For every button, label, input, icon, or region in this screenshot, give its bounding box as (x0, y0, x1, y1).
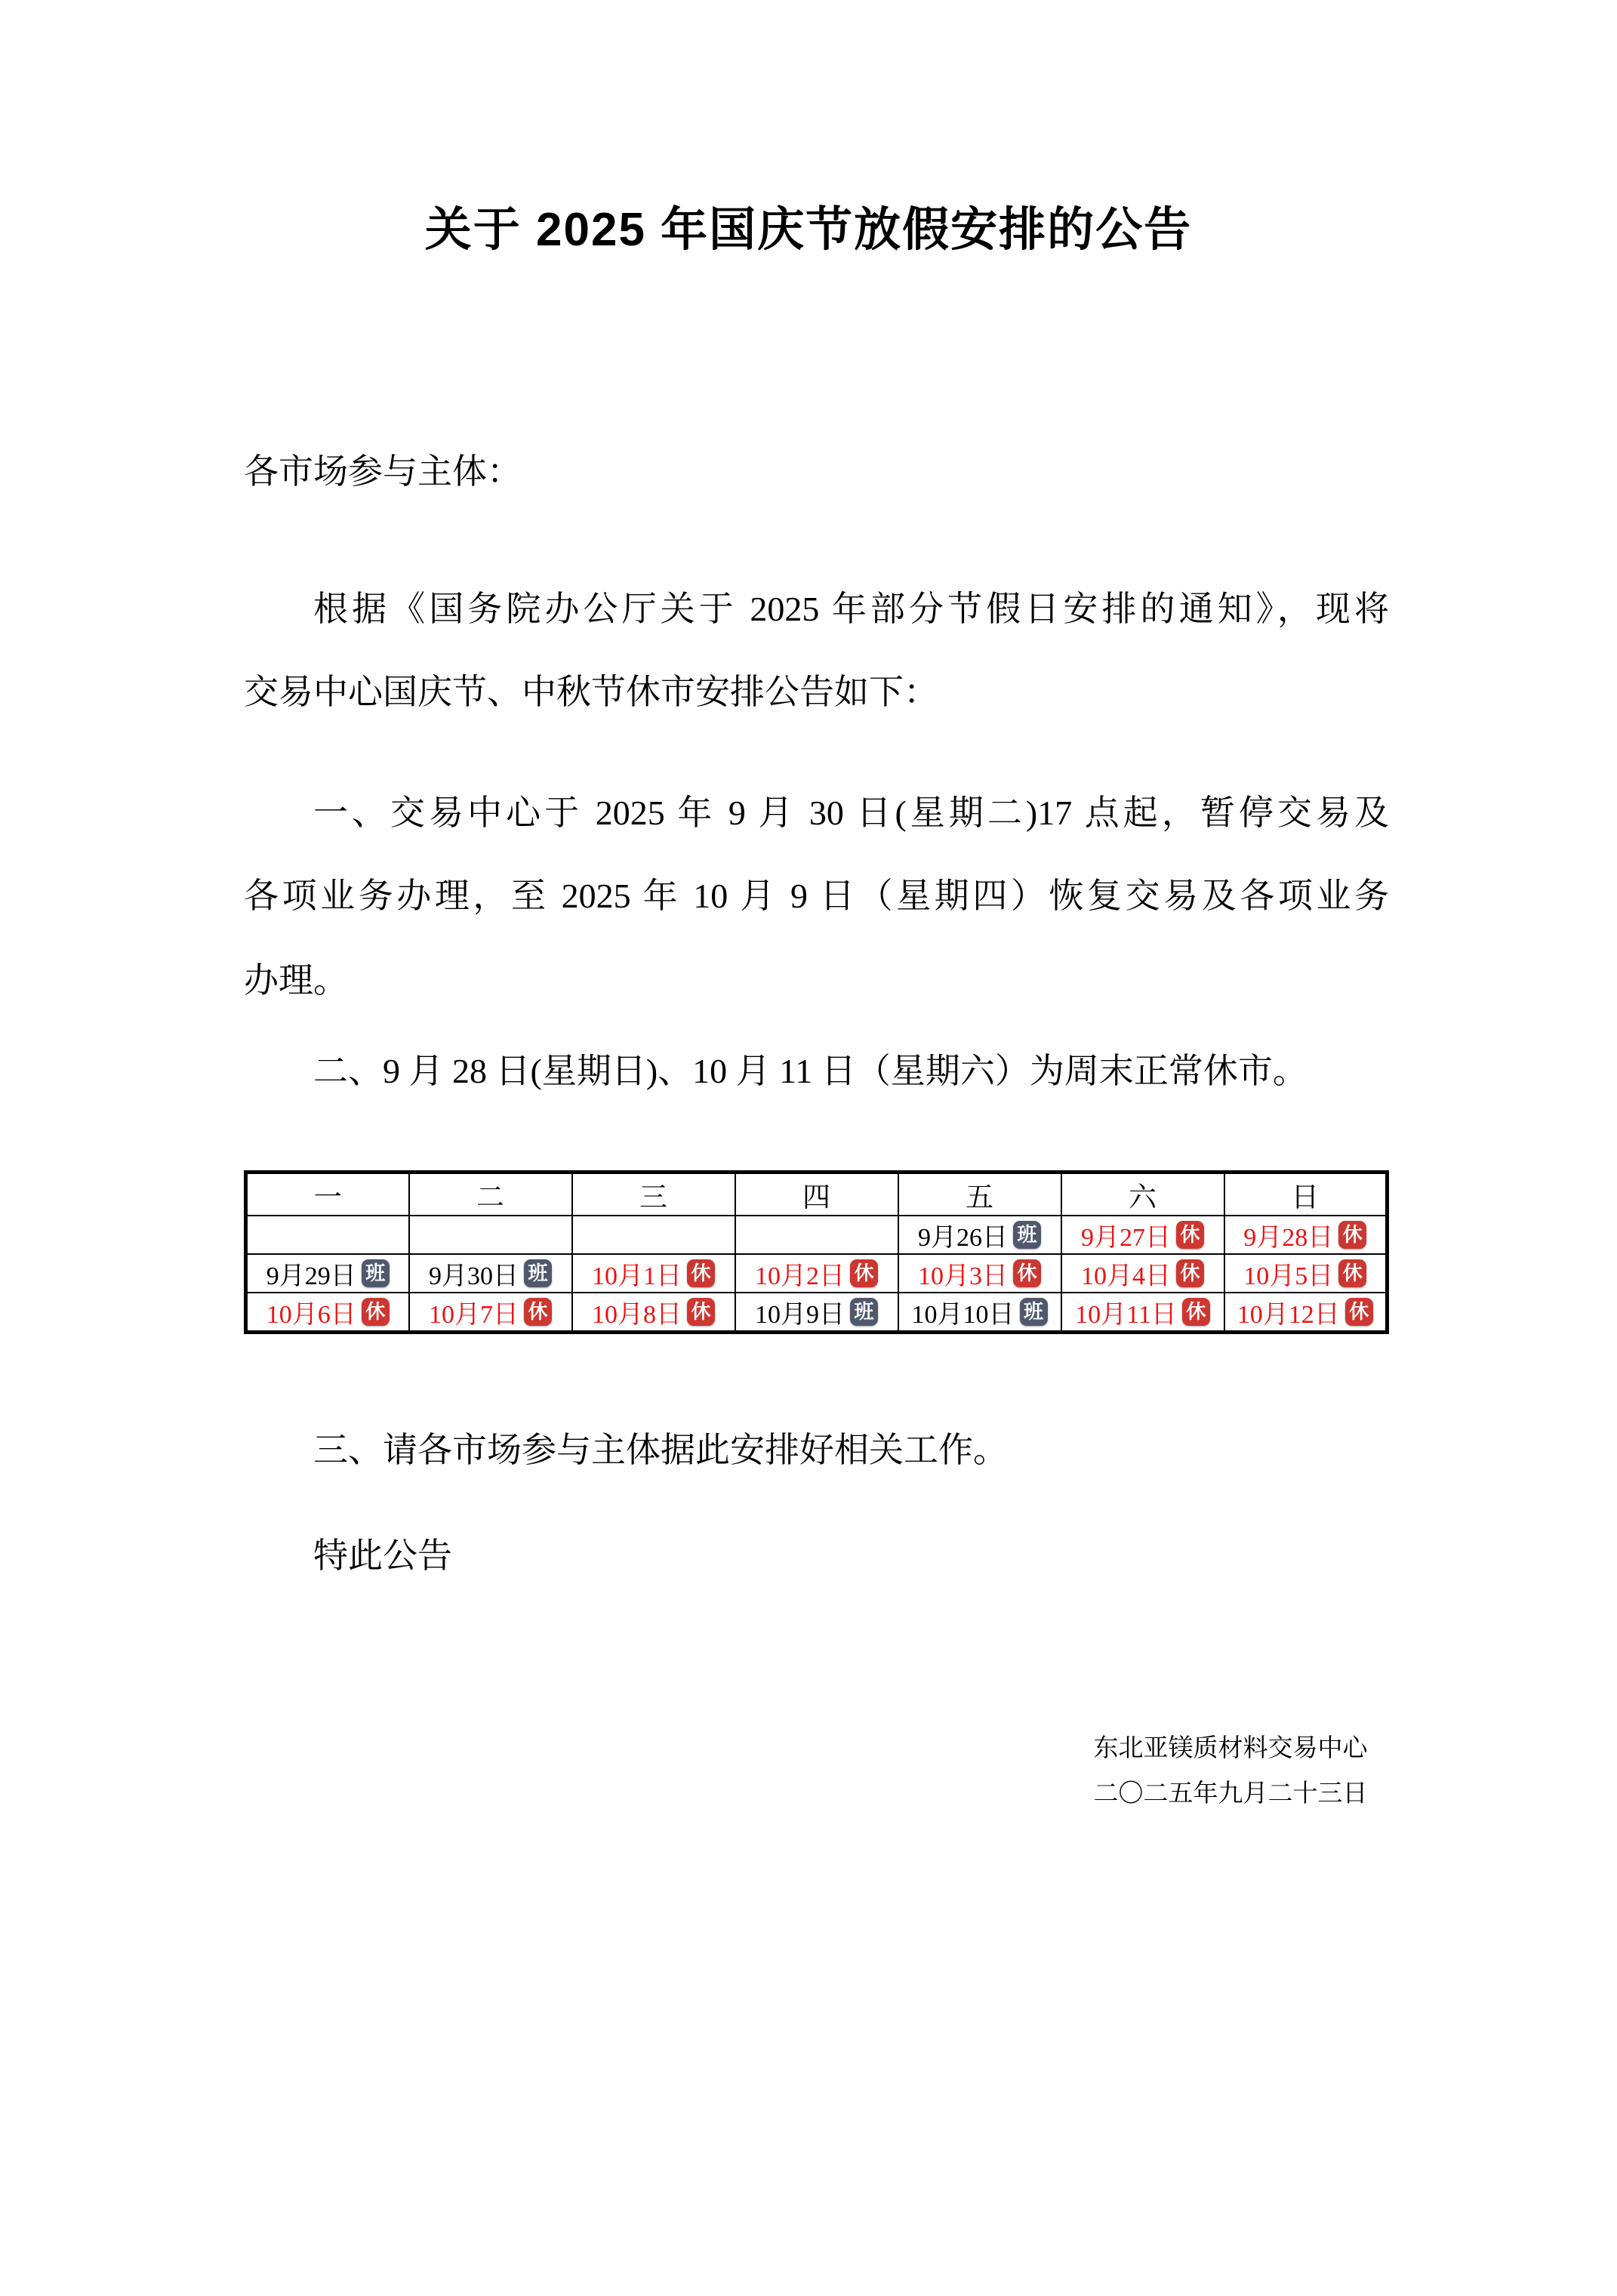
rest-badge: 休 (1338, 1221, 1366, 1249)
calendar-cell (409, 1216, 572, 1254)
paragraph-intro-line1: 根据《国务院办公厅关于 2025 年部分节假日安排的通知》，现将 (313, 590, 1389, 628)
calendar-cell (409, 1293, 572, 1333)
weekday-header-thu: 四 (735, 1173, 898, 1216)
rest-badge: 休 (1013, 1259, 1041, 1287)
rest-badge: 休 (1338, 1259, 1366, 1287)
work-badge: 班 (850, 1298, 878, 1326)
paragraph-two: 二、9 月 28 日(星期日)、10 月 11 日（星期六）为周末正常休市。 (313, 1052, 1307, 1090)
calendar-cell (898, 1254, 1061, 1293)
calendar-cell (246, 1216, 409, 1254)
rest-badge: 休 (1345, 1298, 1373, 1326)
calendar-cell (1224, 1216, 1388, 1254)
calendar-cell (1224, 1254, 1388, 1293)
work-badge: 班 (1020, 1298, 1048, 1326)
calendar-cell (1061, 1293, 1224, 1333)
calendar-cell (572, 1254, 735, 1293)
calendar-date: 10月1日 (592, 1262, 682, 1290)
calendar-date: 10月9日 (755, 1301, 845, 1329)
salutation: 各市场参与主体： (244, 452, 522, 491)
calendar-date: 10月11日 (1075, 1301, 1177, 1329)
paragraph-one-line1: 一、交易中心于 2025 年 9 月 30 日(星期二)17 点起，暂停交易及 (313, 794, 1389, 832)
calendar-cell (898, 1216, 1061, 1254)
holiday-calendar (244, 1170, 1389, 1334)
weekday-header-sun: 日 (1224, 1173, 1388, 1216)
signature-organization: 东北亚镁质材料交易中心 (1093, 1735, 1368, 1762)
rest-badge: 休 (362, 1298, 390, 1326)
rest-badge: 休 (1182, 1298, 1210, 1326)
calendar-date: 10月12日 (1237, 1301, 1340, 1329)
paragraph-three: 三、请各市场参与主体据此安排好相关工作。 (313, 1431, 1008, 1469)
calendar-date: 10月8日 (592, 1301, 682, 1329)
page-title: 关于 2025 年国庆节放假安排的公告 (424, 204, 1193, 256)
calendar-date: 10月4日 (1081, 1262, 1171, 1290)
calendar-cell (898, 1293, 1061, 1333)
work-badge: 班 (1013, 1221, 1041, 1249)
calendar-cell (246, 1293, 409, 1333)
calendar-date: 9月30日 (429, 1262, 519, 1290)
rest-badge: 休 (524, 1298, 552, 1326)
calendar-date: 10月7日 (429, 1301, 519, 1329)
calendar-date: 10月2日 (755, 1262, 845, 1290)
calendar-cell (572, 1216, 735, 1254)
calendar-cell (735, 1216, 898, 1254)
rest-badge: 休 (850, 1259, 878, 1287)
rest-badge: 休 (687, 1259, 715, 1287)
rest-badge: 休 (687, 1298, 715, 1326)
weekday-header-sat: 六 (1061, 1173, 1224, 1216)
calendar-cell (1061, 1254, 1224, 1293)
calendar-date: 10月10日 (911, 1301, 1015, 1329)
weekday-header-wed: 三 (572, 1173, 735, 1216)
calendar-date: 9月28日 (1243, 1224, 1334, 1252)
signature-date: 二〇二五年九月二十三日 (1093, 1780, 1368, 1808)
rest-badge: 休 (1176, 1259, 1204, 1287)
weekday-header-mon: 一 (246, 1173, 409, 1216)
paragraph-one-line3: 办理。 (244, 961, 348, 1000)
calendar-cell (1224, 1293, 1388, 1333)
calendar-cell (1061, 1216, 1224, 1254)
rest-badge: 休 (1176, 1221, 1204, 1249)
calendar-date: 9月27日 (1081, 1224, 1171, 1252)
calendar-date: 10月6日 (266, 1301, 356, 1329)
closing-statement: 特此公告 (313, 1536, 452, 1575)
calendar-row (246, 1254, 1388, 1293)
calendar-table (244, 1170, 1389, 1334)
paragraph-intro-line2: 交易中心国庆节、中秋节休市安排公告如下： (244, 673, 938, 711)
work-badge: 班 (524, 1259, 552, 1287)
weekday-header-fri: 五 (898, 1173, 1061, 1216)
signature-block (1053, 1726, 1408, 1817)
weekday-header-tue: 二 (409, 1173, 572, 1216)
calendar-cell (409, 1254, 572, 1293)
work-badge: 班 (362, 1259, 390, 1287)
calendar-header-row (246, 1173, 1388, 1216)
calendar-date: 10月3日 (918, 1262, 1008, 1290)
calendar-row (246, 1293, 1388, 1333)
calendar-cell (246, 1254, 409, 1293)
calendar-cell (572, 1293, 735, 1333)
calendar-date: 9月26日 (918, 1224, 1008, 1252)
calendar-cell (735, 1254, 898, 1293)
calendar-date: 10月5日 (1243, 1262, 1334, 1290)
calendar-cell (735, 1293, 898, 1333)
paragraph-one-line2: 各项业务办理，至 2025 年 10 月 9 日（星期四）恢复交易及各项业务 (244, 877, 1389, 915)
calendar-date: 9月29日 (266, 1262, 356, 1290)
calendar-row (246, 1216, 1388, 1254)
